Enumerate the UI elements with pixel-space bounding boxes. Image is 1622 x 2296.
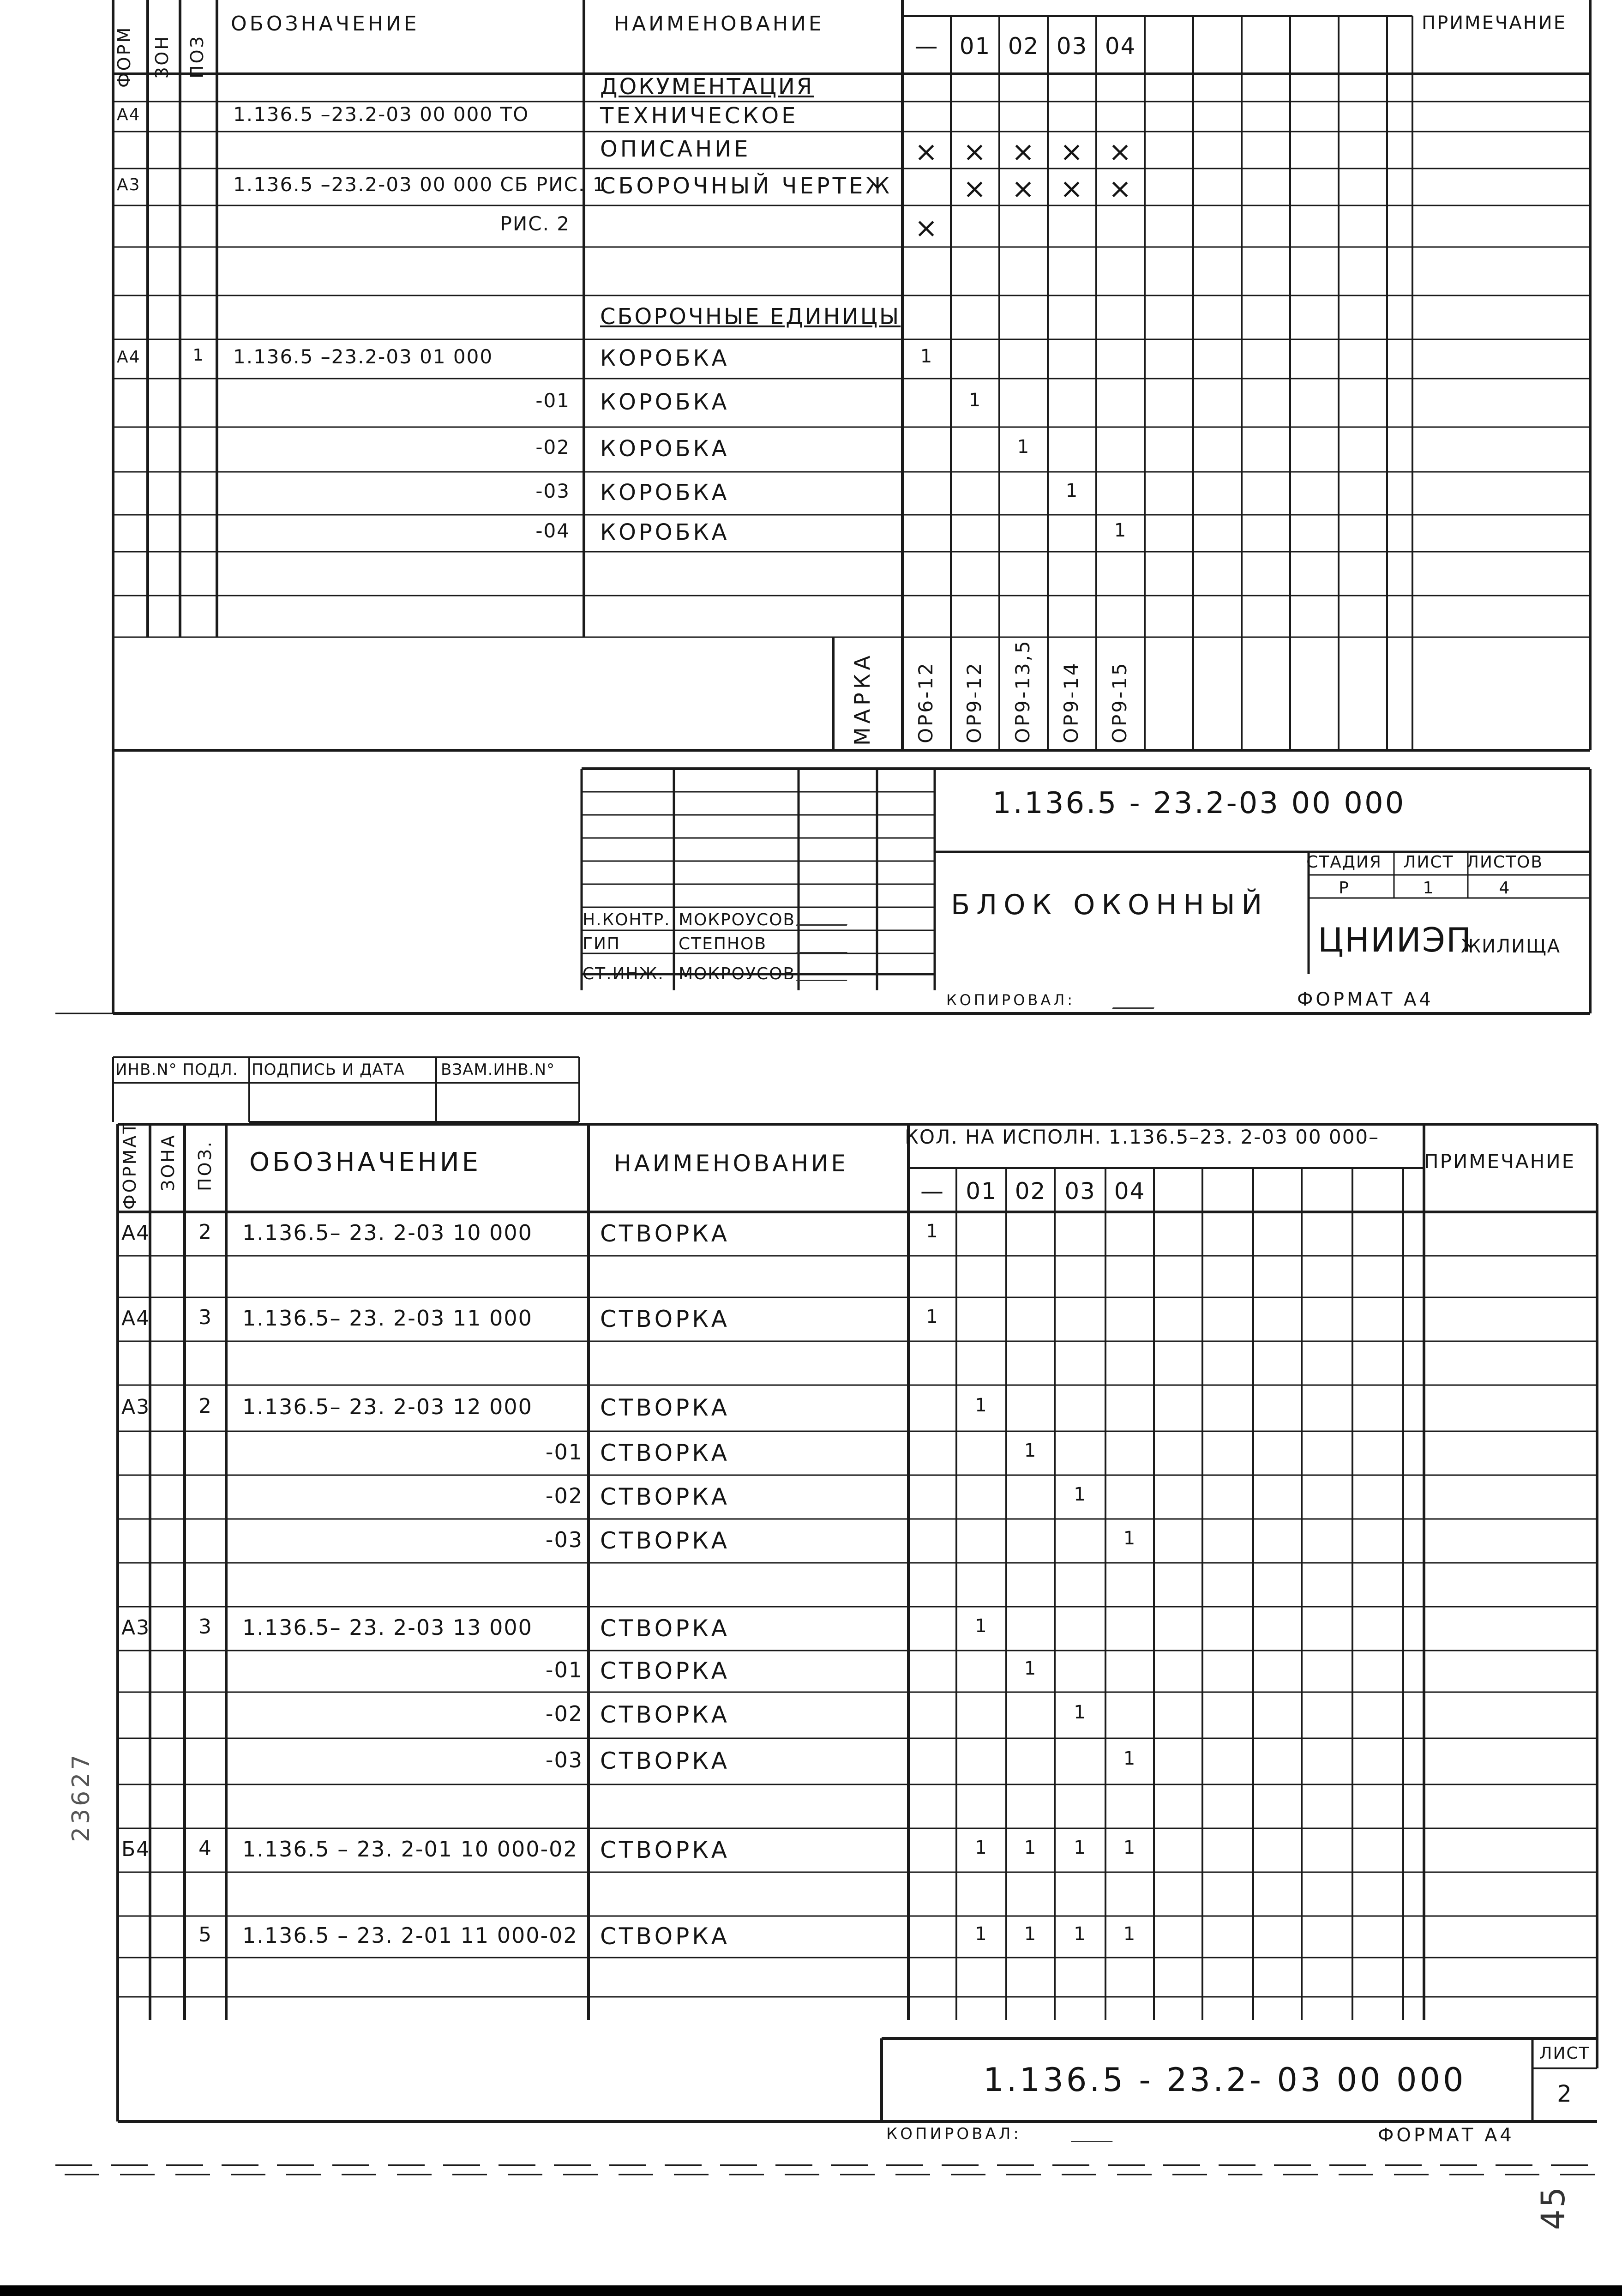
s1-people-role-2: СТ.ИНЖ. [583, 964, 664, 983]
s1-row-name: КОРОБКА [600, 389, 730, 415]
s2-row-designation: -01 [545, 1439, 583, 1464]
s1-sheet-label: ЛИСТ [1403, 853, 1454, 872]
s2-row-mark: 1 [1074, 1837, 1087, 1858]
s1-row-mark: × [1108, 173, 1133, 205]
s2-exec-header-3: 03 [1064, 1178, 1096, 1205]
s2-exec-header-1: 01 [966, 1178, 997, 1205]
s2-row-designation: -02 [545, 1483, 583, 1508]
s2-row-mark: 1 [1074, 1702, 1087, 1723]
s1-doc-number: 1.136.5 - 23.2-03 00 000 [992, 786, 1406, 820]
s1-people-name-2: МОКРОУСОВ [679, 964, 796, 983]
s2-row-format: А4 [121, 1221, 150, 1245]
s1-exec-header-2: 02 [1008, 33, 1039, 60]
s2-row-mark: 1 [1024, 1923, 1037, 1945]
s2-row-mark: 1 [1123, 1837, 1136, 1858]
s1-marka-2: ОР9-13,5 [1011, 639, 1034, 743]
s2-row-designation: 1.136.5 – 23. 2-01 10 000-02 [242, 1836, 578, 1862]
s2-header-designation: ОБОЗНАЧЕНИЕ [249, 1147, 481, 1177]
stamp-repl-label: ВЗАМ.ИНВ.N° [441, 1061, 555, 1079]
stamp-inv-label: ИНВ.N° ПОДЛ. [115, 1061, 238, 1079]
s2-row-name: СТВОРКА [600, 1483, 730, 1510]
s1-row-designation: 1.136.5 –23.2-03 01 000 [233, 345, 493, 368]
s2-sheet-label: ЛИСТ [1539, 2044, 1590, 2063]
s2-row-designation: 1.136.5– 23. 2-03 11 000 [242, 1305, 533, 1331]
s1-row-mark: × [1011, 173, 1036, 205]
stamp-sign-label: ПОДПИСЬ И ДАТА [252, 1061, 405, 1079]
s1-row-designation: РИС. 2 [500, 212, 570, 235]
s2-row-name: СТВОРКА [600, 1527, 730, 1554]
s1-people-role-0: Н.КОНТР. [583, 910, 671, 929]
s1-header-name: НАИМЕНОВАНИЕ [614, 12, 824, 36]
s1-header-note: ПРИМЕЧАНИЕ [1422, 12, 1567, 34]
s1-row-mark: 1 [920, 345, 933, 367]
s2-header-zone: ЗОНА [158, 1133, 178, 1191]
s2-row-designation: 1.136.5– 23. 2-03 10 000 [242, 1220, 533, 1245]
s1-row-name: ДОКУМЕНТАЦИЯ [600, 74, 814, 100]
signature-0 [796, 905, 857, 926]
s1-row-name: СБОРОЧНЫЙ ЧЕРТЕЖ [600, 173, 892, 199]
s1-format: ФОРМАТ А4 [1297, 989, 1434, 1010]
s2-row-name: СТВОРКА [600, 1394, 730, 1421]
s2-row-mark: 1 [975, 1395, 988, 1416]
s1-copied: КОПИРОВАЛ: [946, 991, 1075, 1009]
s2-row-name: СТВОРКА [600, 1305, 730, 1332]
s1-row-mark: × [914, 136, 939, 168]
s1-row-designation: 1.136.5 –23.2-03 00 000 ТО [233, 102, 529, 126]
s1-marka-4: ОР9-15 [1108, 661, 1131, 743]
s2-row-name: СТВОРКА [600, 1923, 730, 1950]
s1-row-mark: × [963, 136, 987, 168]
s1-header-zone: ЗОН [152, 35, 172, 78]
side-number: 23627 [67, 1752, 95, 1842]
s2-row-format: Б4 [121, 1837, 150, 1861]
s2-doc-number: 1.136.5 - 23.2- 03 00 000 [983, 2061, 1466, 2099]
s2-row-designation: -02 [545, 1701, 583, 1726]
s1-marka-0: ОР6-12 [914, 661, 937, 743]
s2-row-mark: 1 [1074, 1923, 1087, 1945]
s2-header-qty: КОЛ. НА ИСПОЛН. 1.136.5–23. 2-03 00 000– [905, 1126, 1380, 1148]
s1-stage: Р [1339, 879, 1350, 898]
page-mark: 45 [1534, 2185, 1572, 2230]
s1-title: БЛОК ОКОННЫЙ [951, 889, 1269, 921]
scan-bottom-border [0, 2285, 1622, 2296]
s2-row-mark: 1 [975, 1837, 988, 1858]
s1-sheet: 1 [1423, 879, 1435, 898]
s1-row-designation: 1.136.5 –23.2-03 00 000 СБ РИС. 1 [233, 173, 606, 196]
s1-header-format: ФОРМ [114, 25, 134, 88]
s1-row-mark: × [1060, 136, 1084, 168]
s1-header-designation: ОБОЗНАЧЕНИЕ [231, 12, 420, 36]
s1-row-name: КОРОБКА [600, 479, 730, 506]
s2-row-pos: 2 [198, 1394, 212, 1418]
s1-marka-1: ОР9-12 [963, 661, 985, 743]
s2-row-name: СТВОРКА [600, 1220, 730, 1247]
s1-exec-header-0: — [914, 33, 939, 60]
s2-row-mark: 1 [1024, 1658, 1037, 1679]
s1-people-role-1: ГИП [583, 934, 620, 953]
s2-row-name: СТВОРКА [600, 1701, 730, 1728]
s1-marka-3: ОР9-14 [1060, 661, 1082, 743]
signature-2 [796, 960, 857, 981]
s2-row-format: А3 [121, 1615, 150, 1639]
s2-row-name: СТВОРКА [600, 1748, 730, 1774]
s1-row-name: КОРОБКА [600, 435, 730, 462]
s2-exec-header-0: — [920, 1178, 944, 1205]
s1-row-mark: 1 [1065, 480, 1079, 501]
s2-row-format: А4 [121, 1306, 150, 1330]
s1-row-designation: -03 [535, 479, 570, 502]
s2-row-mark: 1 [1123, 1748, 1136, 1769]
s1-row-mark: × [1011, 136, 1036, 168]
signature-1 [796, 933, 857, 953]
s2-header-name: НАИМЕНОВАНИЕ [614, 1150, 848, 1177]
s1-row-name: КОРОБКА [600, 519, 730, 545]
s1-row-name: СБОРОЧНЫЕ ЕДИНИЦЫ [600, 303, 901, 330]
s1-row-format: А4 [117, 105, 141, 124]
s1-row-designation: -01 [535, 389, 570, 412]
s2-header-note: ПРИМЕЧАНИЕ [1424, 1150, 1576, 1173]
s1-row-format: А4 [117, 347, 141, 367]
s2-row-pos: 4 [198, 1836, 212, 1860]
s1-exec-header-4: 04 [1105, 33, 1136, 60]
s2-row-pos: 3 [198, 1305, 212, 1329]
s2-exec-header-4: 04 [1114, 1178, 1146, 1205]
s1-row-mark: × [914, 212, 939, 244]
s1-org-suffix: ЖИЛИЩА [1461, 936, 1561, 957]
s2-row-designation: -03 [545, 1748, 583, 1772]
s2-row-name: СТВОРКА [600, 1439, 730, 1466]
s1-row-designation: -04 [535, 519, 570, 542]
s1-exec-header-3: 03 [1056, 33, 1088, 60]
s2-row-mark: 1 [1123, 1923, 1136, 1945]
s1-row-pos: 1 [192, 345, 204, 365]
s2-row-name: СТВОРКА [600, 1615, 730, 1642]
s1-row-mark: × [1060, 173, 1084, 205]
s1-row-mark: × [963, 173, 987, 205]
s2-row-mark: 1 [975, 1923, 988, 1945]
s2-exec-header-2: 02 [1015, 1178, 1046, 1205]
s2-row-designation: 1.136.5– 23. 2-03 13 000 [242, 1615, 533, 1640]
s1-row-name: ОПИСАНИЕ [600, 136, 751, 162]
s2-row-mark: 1 [926, 1306, 939, 1327]
s2-row-mark: 1 [1024, 1837, 1037, 1858]
s1-people-name-1: СТЕПНОВ [679, 934, 767, 953]
s1-row-mark: 1 [1114, 520, 1127, 541]
s1-row-designation: -02 [535, 435, 570, 458]
s2-row-mark: 1 [926, 1220, 939, 1242]
s2-sheet: 2 [1557, 2080, 1573, 2107]
s1-row-mark: × [1108, 136, 1133, 168]
s2-row-mark: 1 [1074, 1483, 1087, 1505]
s1-stage-label: СТАДИЯ [1306, 853, 1382, 872]
s2-row-mark: 1 [1024, 1440, 1037, 1461]
s2-row-name: СТВОРКА [600, 1836, 730, 1863]
s2-copied: КОПИРОВАЛ: [886, 2125, 1021, 2143]
s2-row-pos: 3 [198, 1615, 212, 1639]
s2-row-pos: 2 [198, 1220, 212, 1244]
s1-row-name: ТЕХНИЧЕСКОЕ [600, 102, 799, 129]
s2-row-mark: 1 [1123, 1527, 1136, 1549]
s2-row-mark: 1 [975, 1615, 988, 1637]
s2-row-designation: -03 [545, 1527, 583, 1552]
s2-header-pos: ПОЗ. [195, 1140, 215, 1191]
s1-marka-label: МАРКА [850, 651, 875, 746]
s1-people-name-0: МОКРОУСОВ [679, 910, 796, 929]
s2-row-designation: 1.136.5 – 23. 2-01 11 000-02 [242, 1923, 578, 1948]
s1-org: ЦНИИЭП [1318, 921, 1472, 959]
s1-header-pos: ПОЗ [187, 35, 207, 78]
s1-exec-header-1: 01 [959, 33, 991, 60]
s2-format: ФОРМАТ А4 [1378, 2125, 1514, 2146]
s2-header-format: ФОРМАТ [120, 1121, 140, 1210]
s1-sheets-label: ЛИСТОВ [1466, 853, 1544, 872]
s2-row-designation: -01 [545, 1657, 583, 1682]
s1-row-mark: 1 [1017, 436, 1030, 458]
s1-sheets: 4 [1499, 879, 1511, 898]
s2-row-pos: 5 [198, 1923, 212, 1946]
s2-row-designation: 1.136.5– 23. 2-03 12 000 [242, 1394, 533, 1419]
s2-row-format: А3 [121, 1395, 150, 1419]
s1-row-mark: 1 [968, 389, 982, 411]
s2-row-name: СТВОРКА [600, 1657, 730, 1684]
s1-row-format: А3 [117, 175, 141, 194]
s1-row-name: КОРОБКА [600, 345, 730, 371]
